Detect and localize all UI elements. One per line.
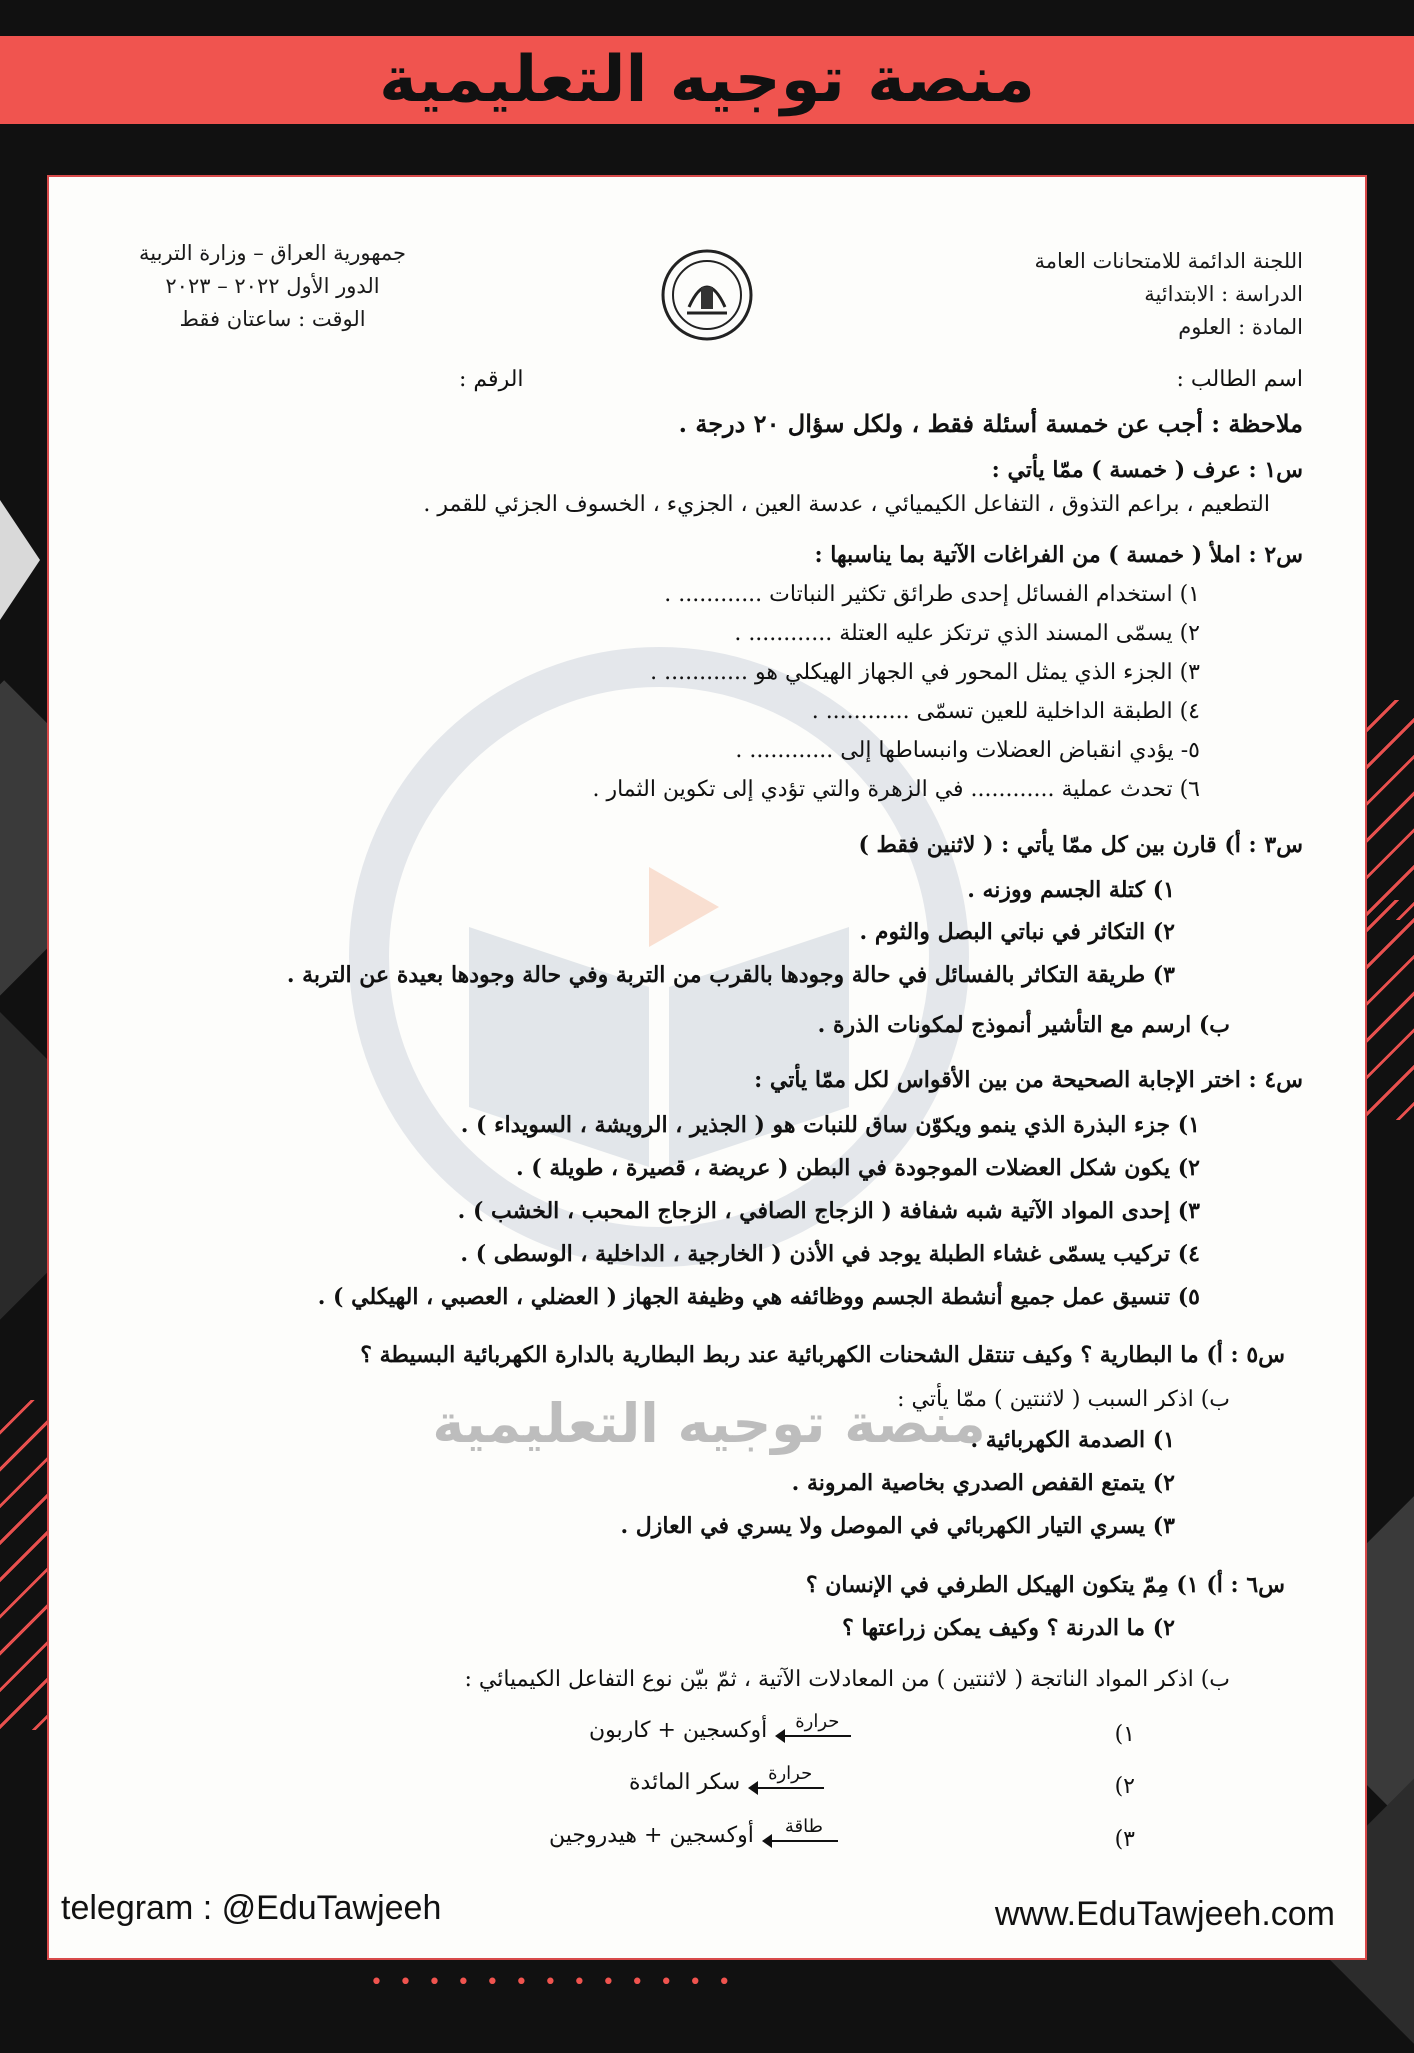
equation-row <box>1115 1722 1135 1747</box>
top-banner <box>0 36 1414 124</box>
republic-label: جمهورية العراق – وزارة التربية <box>139 241 407 265</box>
q3-item: ٢) التكاثر في نباتي البصل والثوم . <box>859 919 1175 945</box>
equation-number: ٣) <box>1114 1827 1135 1852</box>
equation-products: سكر المائدة <box>629 1770 741 1795</box>
equation-row <box>1115 1827 1135 1852</box>
q2-title: س٢ : املأ ( خمسة ) من الفراغات الآتية بما يناسبها : <box>814 542 1303 568</box>
watermark-text: منصة توجيه التعليمية <box>432 1392 986 1455</box>
reaction-arrow-icon <box>750 1763 830 1797</box>
equation-body <box>629 1763 840 1797</box>
q4-item: ٤) تركيب يسمّى غشاء الطبلة يوجد في الأذن ( الخارجية ، الداخلية ، الوسطى ) . <box>460 1241 1200 1267</box>
q2-item: ٢) يسمّى المسند الذي ترتكز عليه العتلة ............ . <box>734 621 1200 646</box>
q3-item: ٣) طريقة التكاثر بالفسائل في حالة وجودها بالقرب من التربة وفي حالة وجودها بعيدة عن التربة . <box>286 962 1175 988</box>
banner-title: منصة توجيه التعليمية <box>379 43 1035 117</box>
equation-number: ٢) <box>1114 1774 1135 1799</box>
exam-note: ملاحظة : أجب عن خمسة أسئلة فقط ، ولكل سؤال ٢٠ درجة . <box>678 409 1303 438</box>
q2-item: ٦) تحدث عملية ............ في الزهرة والتي تؤدي إلى تكوين الثمار . <box>592 777 1200 802</box>
q3-item: ١) كتلة الجسم ووزنه . <box>967 877 1175 903</box>
q4-item: ٥) تنسيق عمل جميع أنشطة الجسم ووظائفه هي وظيفة الجهاز ( العضلي ، العصبي ، الهيكلي ) . <box>317 1284 1200 1310</box>
q6-title: س٦ : أ) ١) مِمّ يتكون الهيكل الطرفي في الإنسان ؟ <box>805 1572 1285 1598</box>
q2-item: ٣) الجزء الذي يمثل المحور في الجهاز الهيكلي هو ............ . <box>650 660 1200 685</box>
header-right <box>1035 245 1303 344</box>
q5-title: س٥ : أ) ما البطارية ؟ وكيف تنتقل الشحنات الكهربائية عند ربط البطارية بالدارة الكهربائية البسيطة ؟ <box>360 1342 1285 1368</box>
decorative-dots: ••••••••••••• <box>370 1970 747 1995</box>
student-name-label: اسم الطالب : <box>1176 367 1303 392</box>
telegram-handle: telegram : @EduTawjeeh <box>61 1889 442 1927</box>
website-link[interactable]: www.EduTawjeeh.com <box>994 1895 1335 1933</box>
q2-item: ١) استخدام الفسائل إحدى طرائق تكثير النباتات ............ . <box>664 582 1200 607</box>
q5-b: ب) اذكر السبب ( لاثنتين ) ممّا يأتي : <box>897 1387 1230 1412</box>
q5-item: ٣) يسري التيار الكهربائي في الموصل ولا يسري في العازل . <box>620 1513 1175 1539</box>
number-label: الرقم : <box>459 367 524 392</box>
arrow-label: حرارة <box>768 1763 813 1784</box>
study-label: الدراسة : الابتدائية <box>1144 282 1303 306</box>
time-label: الوقت : ساعتان فقط <box>179 307 366 331</box>
header-left <box>139 237 406 336</box>
q1-items: التطعيم ، براعم التذوق ، التفاعل الكيميائي ، عدسة العين ، الجزيء ، الخسوف الجزئي للقمر . <box>423 492 1270 517</box>
q5-item: ٢) يتمتع القفص الصدري بخاصية المرونة . <box>791 1470 1175 1496</box>
reaction-arrow-icon <box>764 1816 844 1850</box>
subject-label: المادة : العلوم <box>1178 315 1303 339</box>
session-label: الدور الأول ٢٠٢٢ – ٢٠٢٣ <box>165 274 380 298</box>
decorative-triangle <box>0 500 40 620</box>
q1-title: س١ : عرف ( خمسة ) ممّا يأتي : <box>991 457 1303 483</box>
q3-b: ب) ارسم مع التأشير أنموذج لمكونات الذرة . <box>817 1012 1230 1038</box>
q3-title: س٣ : أ) قارن بين كل ممّا يأتي : ( لاثنين فقط ) <box>858 832 1303 858</box>
ministry-seal-icon <box>659 247 755 343</box>
equation-body <box>589 1711 867 1745</box>
q5-item: ١) الصدمة الكهربائية . <box>970 1427 1175 1453</box>
arrow-label: طاقة <box>784 1816 823 1837</box>
q6-a2: ٢) ما الدرنة ؟ وكيف يمكن زراعتها ؟ <box>842 1615 1175 1641</box>
q2-item: ٥- يؤدي انقباض العضلات وانبساطها إلى ............ . <box>735 738 1200 763</box>
q4-item: ٣) إحدى المواد الآتية شبه شفافة ( الزجاج الصافي ، الزجاج المحبب ، الخشب ) . <box>457 1198 1200 1224</box>
q4-item: ١) جزء البذرة الذي ينمو ويكوّن ساق للنبات هو ( الجذير ، الرويشة ، السويداء ) . <box>460 1112 1200 1138</box>
equation-number: ١) <box>1114 1722 1135 1747</box>
q4-title: س٤ : اختر الإجابة الصحيحة من بين الأقواس لكل ممّا يأتي : <box>754 1067 1303 1093</box>
decorative-stripes <box>0 1400 50 1730</box>
equation-row <box>1115 1774 1135 1799</box>
equation-body <box>549 1816 854 1850</box>
equation-products: أوكسجين + كاربون <box>589 1718 768 1743</box>
q4-item: ٢) يكون شكل العضلات الموجودة في البطن ( عريضة ، قصيرة ، طويلة ) . <box>515 1155 1200 1181</box>
equation-products: أوكسجين + هيدروجين <box>549 1823 754 1848</box>
reaction-arrow-icon <box>777 1711 857 1745</box>
committee-label: اللجنة الدائمة للامتحانات العامة <box>1034 249 1303 273</box>
q2-item: ٤) الطبقة الداخلية للعين تسمّى ............ . <box>811 699 1200 724</box>
q6-b: ب) اذكر المواد الناتجة ( لاثنتين ) من المعادلات الآتية ، ثمّ بيّن نوع التفاعل الكيميائي : <box>464 1667 1230 1692</box>
arrow-label: حرارة <box>795 1711 840 1732</box>
exam-paper <box>47 175 1367 1960</box>
